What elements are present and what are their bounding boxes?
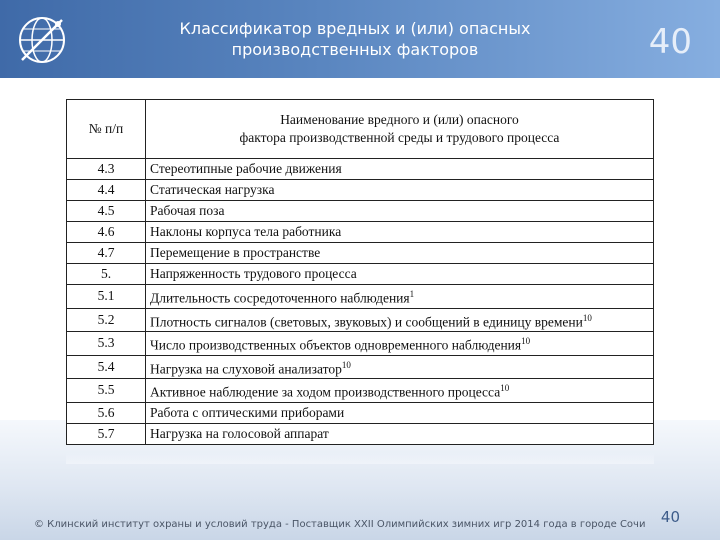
table-header-row <box>67 100 654 159</box>
row-factor-name <box>146 379 654 403</box>
row-number: 5.1 <box>67 285 146 309</box>
table-row <box>67 159 654 180</box>
footnote-mark: 10 <box>582 312 592 323</box>
slide-title-line-2: производственных факторов <box>231 40 479 59</box>
column-header-name-line-1: Наименование вредного и (или) опасного <box>280 112 519 127</box>
row-factor-name <box>146 402 654 423</box>
row-factor-name <box>146 180 654 201</box>
row-number: 5.6 <box>67 402 146 423</box>
row-number: 4.5 <box>67 201 146 222</box>
factor-name-text: Рабочая поза <box>150 203 225 218</box>
footer-text: © Клинский институт охраны и условий труда - Поставщик XXII Олимпийских зимних игр 2014 года в городе Сочи <box>34 519 646 530</box>
factor-name-text: Активное наблюдение за ходом производственного процесса <box>150 384 501 400</box>
row-factor-name <box>146 201 654 222</box>
row-factor-name <box>146 222 654 243</box>
factor-name-text: Напряженность трудового процесса <box>150 266 357 281</box>
row-number: 5.4 <box>67 355 146 379</box>
footnote-mark: 10 <box>500 383 510 393</box>
row-factor-name <box>146 159 654 180</box>
footnote-mark: 10 <box>341 359 351 370</box>
table-row <box>67 201 654 222</box>
row-number: 4.7 <box>67 243 146 264</box>
row-factor-name <box>146 243 654 264</box>
table-row <box>67 264 654 285</box>
table-row <box>67 222 654 243</box>
row-number: 5.5 <box>67 379 146 403</box>
row-number: 5.7 <box>67 423 146 444</box>
row-factor-name <box>146 332 654 356</box>
factor-name-text: Работа с оптическими приборами <box>150 404 345 420</box>
factor-name-text: Стереотипные рабочие движения <box>150 161 342 176</box>
table-row <box>67 423 654 444</box>
factor-name-text: Перемещение в пространстве <box>150 245 321 260</box>
table-fade <box>66 452 654 464</box>
factor-name-text: Длительность сосредоточенного наблюдения <box>150 290 410 306</box>
row-factor-name <box>146 355 654 379</box>
row-factor-name <box>146 264 654 285</box>
table-row <box>67 285 654 309</box>
table-row <box>67 332 654 356</box>
row-factor-name <box>146 308 654 332</box>
table-row <box>67 180 654 201</box>
factor-name-text: Нагрузка на слуховой анализатор <box>150 361 342 376</box>
table-row <box>67 243 654 264</box>
factors-table-container <box>66 99 654 445</box>
table-row <box>67 379 654 403</box>
factor-name-text: Наклоны корпуса тела работника <box>150 224 342 239</box>
table-row <box>67 402 654 423</box>
factors-table <box>66 99 654 445</box>
table-row <box>67 355 654 379</box>
row-number: 5.3 <box>67 332 146 356</box>
factor-name-text: Число производственных объектов одновременного наблюдения <box>150 337 522 353</box>
row-factor-name <box>146 423 654 444</box>
row-factor-name <box>146 285 654 309</box>
slide-title <box>150 18 560 60</box>
row-number: 4.4 <box>67 180 146 201</box>
row-number: 4.6 <box>67 222 146 243</box>
table-row <box>67 308 654 332</box>
factor-name-text: Плотность сигналов (световых, звуковых) и сообщений в единицу времени <box>150 314 583 329</box>
row-number: 5.2 <box>67 308 146 332</box>
row-number: 4.3 <box>67 159 146 180</box>
footnote-mark: 1 <box>409 289 415 299</box>
factor-name-text: Нагрузка на голосовой аппарат <box>150 425 329 441</box>
column-header-name-line-2: фактора производственной среды и трудового процесса <box>239 130 560 145</box>
column-header-name <box>146 100 654 159</box>
column-header-number: № п/п <box>67 100 146 159</box>
row-number: 5. <box>67 264 146 285</box>
slide-title-line-1: Классификатор вредных и (или) опасных <box>179 19 531 38</box>
slide-number-top: 40 <box>648 22 692 62</box>
slide-number-bottom: 40 <box>660 508 680 526</box>
slide-header <box>0 0 720 78</box>
footnote-mark: 10 <box>521 336 531 346</box>
factor-name-text: Статическая нагрузка <box>150 182 275 197</box>
globe-sputnik-icon <box>14 12 70 68</box>
